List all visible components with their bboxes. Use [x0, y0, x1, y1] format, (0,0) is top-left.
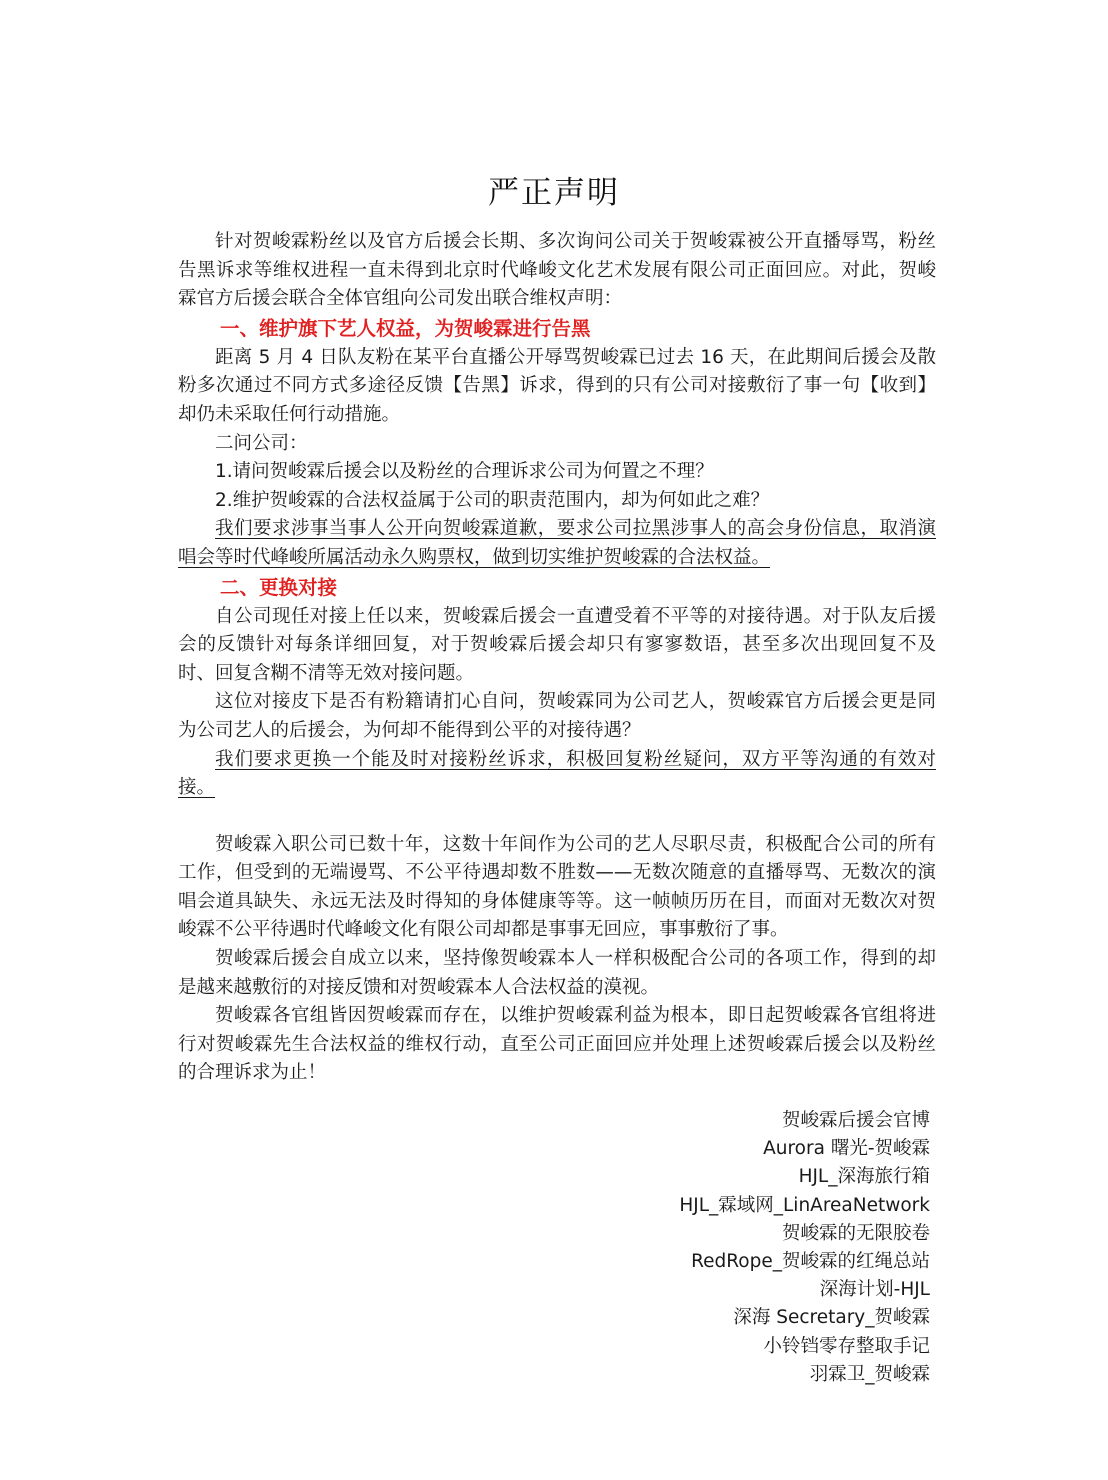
question-1: 1.请问贺峻霖后援会以及粉丝的合理诉求公司为何置之不理？ — [215, 461, 714, 483]
section-2-paragraph-2: 这位对接皮下是否有粉籍请扪心自问，贺峻霖同为公司艺人，贺峻霖官方后援会更是同为公司艺人的后援会，为何却不能得到公平的对接待遇？ — [178, 691, 936, 741]
questions-label: 二问公司： — [215, 432, 308, 454]
section-1-demand — [178, 515, 936, 572]
intro-paragraph: 针对贺峻霖粉丝以及官方后援会长期、多次询问公司关于贺峻霖被公开直播辱骂，粉丝告黑诉求等维权进程一直未得到北京时代峰峻文化艺术发展有限公司正面回应。对此，贺峻霖官方后援会联合全体官组向公司发出联合维权声明： — [178, 231, 936, 310]
statement-body — [178, 228, 936, 1088]
signature-line: RedRope_贺峻霖的红绳总站 — [691, 1251, 930, 1273]
section-2-demand-text: 我们要求更换一个能及时对接粉丝诉求，积极回复粉丝疑问，双方平等沟通的有效对接。 — [178, 748, 936, 799]
section-1-demand-text: 我们要求涉事当事人公开向贺峻霖道歉，要求公司拉黑涉事人的高会身份信息，取消演唱会等时代峰峻所属活动永久购票权，做到切实维护贺峻霖的合法权益。 — [178, 518, 936, 568]
signature-line: 小铃铛零存整取手记 — [763, 1335, 930, 1357]
signature-line: 羽霖卫_贺峻霖 — [809, 1363, 930, 1385]
section-1-paragraph: 距离 5 月 4 日队友粉在某平台直播公开辱骂贺峻霖已过去 16 天，在此期间后援会及散粉多次通过不同方式多途径反馈【告黑】诉求，得到的只有公司对接敷衍了事一句【收到】却仍未采取任何行动措施。 — [178, 346, 936, 425]
signature-line: HJL_霖域网_LinAreaNetwork — [679, 1194, 930, 1216]
signature-line: 深海 Secretary_贺峻霖 — [733, 1307, 930, 1329]
signature-line: 深海计划-HJL — [819, 1279, 930, 1301]
section-2-heading: 二、更换对接 — [220, 575, 338, 599]
section-2-paragraph-1: 自公司现任对接上任以来，贺峻霖后援会一直遭受着不平等的对接待遇。对于队友后援会的反馈针对每条详细回复，对于贺峻霖后援会却只有寥寥数语，甚至多次出现回复不及时、回复含糊不清等无效对接问题。 — [178, 605, 936, 684]
closing-paragraph-1: 贺峻霖入职公司已数十年，这数十年间作为公司的艺人尽职尽责，积极配合公司的所有工作，但受到的无端谩骂、不公平待遇却数不胜数——无数次随意的直播辱骂、无数次的演唱会道具缺失、永远无法及时得知的身体健康等等。这一帧帧历历在目，而面对无数次对贺峻霖不公平待遇时代峰峻文化有限公司却都是事事无回应，事事敷衍了事。 — [178, 833, 936, 941]
signature-line: HJL_深海旅行箱 — [798, 1166, 930, 1188]
signature-line: Aurora 曙光-贺峻霖 — [763, 1138, 930, 1160]
section-1-heading: 一、维护旗下艺人权益，为贺峻霖进行告黑 — [220, 316, 591, 340]
signature-list — [679, 1107, 930, 1389]
closing-paragraph-3: 贺峻霖各官组皆因贺峻霖而存在，以维护贺峻霖利益为根本，即日起贺峻霖各官组将进行对贺峻霖先生合法权益的维权行动，直至公司正面回应并处理上述贺峻霖后援会以及粉丝的合理诉求为止！ — [178, 1005, 936, 1084]
signature-line: 贺峻霖的无限胶卷 — [781, 1222, 930, 1244]
section-2-demand — [178, 746, 936, 803]
question-2: 2.维护贺峻霖的合法权益属于公司的职责范围内，却为何如此之难？ — [215, 489, 770, 511]
signature-line: 贺峻霖后援会官博 — [781, 1110, 930, 1131]
closing-paragraph-2: 贺峻霖后援会自成立以来，坚持像贺峻霖本人一样积极配合公司的各项工作，得到的却是越来越敷衍的对接反馈和对贺峻霖本人合法权益的漠视。 — [178, 948, 936, 998]
paragraph-spacer — [178, 803, 936, 831]
page-title: 严正声明 — [488, 174, 620, 211]
